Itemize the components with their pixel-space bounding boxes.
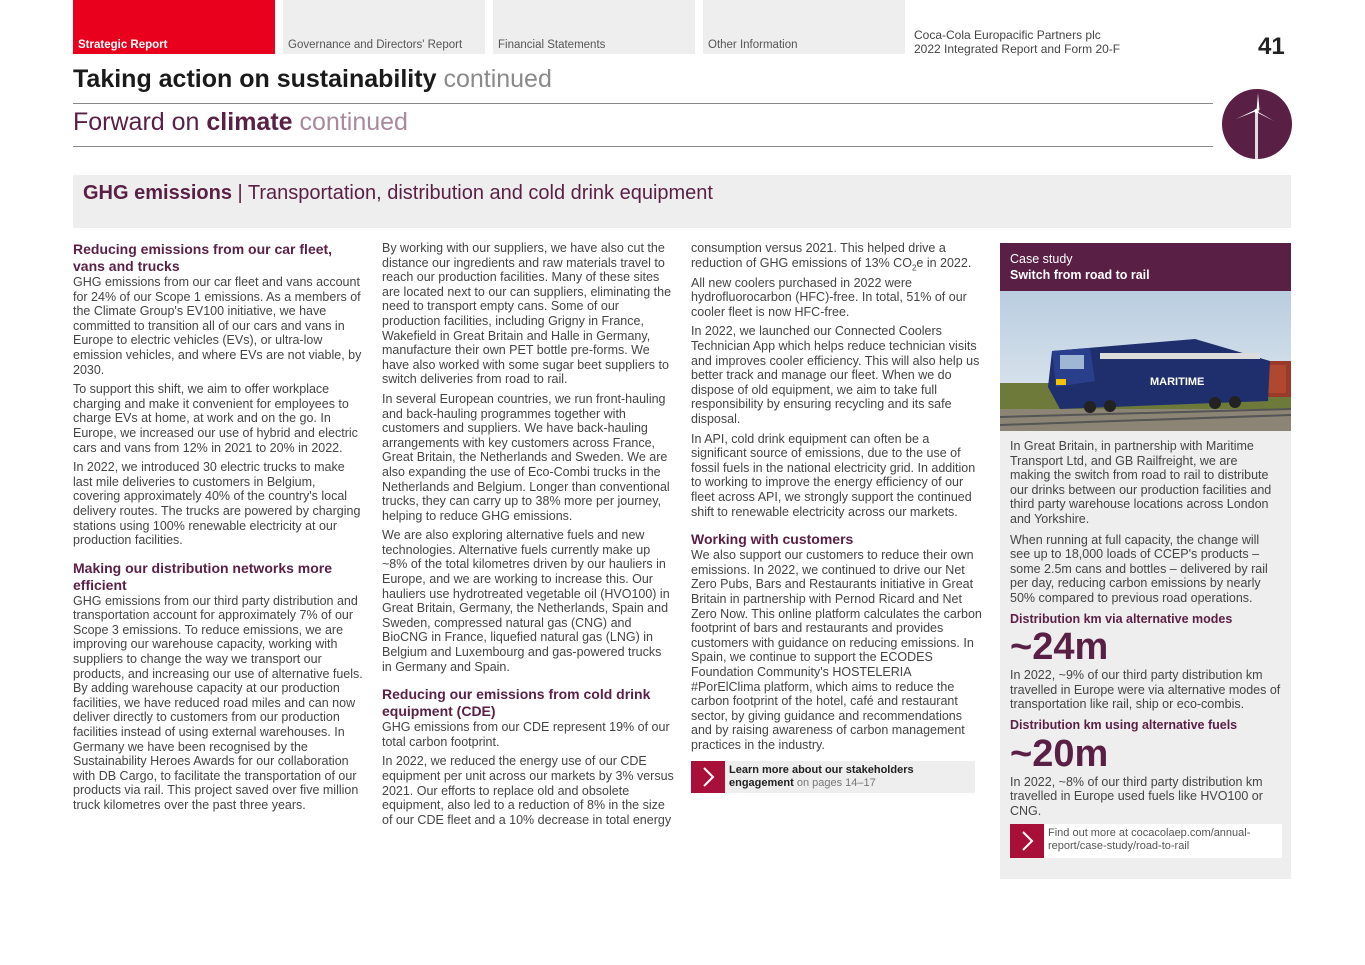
banner-separator: | xyxy=(231,182,248,204)
section-title-prefix: Forward on xyxy=(73,108,200,136)
paragraph xyxy=(691,241,983,319)
paragraph: In 2022, we reduced the energy use of our CDE equipment per unit across our markets by 3% versus 2021. Our efforts to replace old and obsolete equipment, also led to a reduction of 8% in the size of our CDE fleet and a 10% decrease in total energy xyxy=(382,754,674,827)
page-number: 41 xyxy=(1258,33,1285,60)
paragraph: GHG emissions from our car fleet and vans account for 24% of our Scope 1 emissions. As a members of the Climate Group's EV100 initiative, we have committed to transition all of our cars and vans in Europe to electric vehicles (EVs), or ultra-low emission vehicles, and where EVs are not viable, by 2030. xyxy=(73,275,362,377)
banner-bold: GHG emissions xyxy=(83,182,232,204)
section-title-suffix: continued xyxy=(299,108,408,136)
tab-label: Strategic Report xyxy=(78,39,168,51)
case-study-body xyxy=(1000,431,1291,866)
chevron-right-icon xyxy=(1010,824,1044,858)
learn-more-text xyxy=(729,764,975,790)
case-study-header xyxy=(1000,243,1291,291)
page-title xyxy=(73,65,552,94)
paragraph: To support this shift, we aim to offer workplace charging and make it convenient for employees to charge EVs at home, at work and on the go. In Europe, we increased our use of hybrid and electric cars and vans from 12% in 2021 to 20% in 2022. xyxy=(73,382,358,455)
heading-cold-drink-equipment: Reducing our emissions from cold drink equipment (CDE) xyxy=(382,686,651,720)
tab-strategic-report[interactable] xyxy=(73,0,275,54)
paragraph: We are also exploring alternative fuels and new technologies. Alternative fuels currently make up ~8% of the total kilometres driven by our hauliers in Europe, and we are working to increase this. Our hauliers use hydrotreated vegetable oil (HVO100) in Great Britain, Germany, the Netherlands, Spain and Sweden, compressed natural gas (CNG) and BioCNG in France, liquefied natural gas (LNG) in Belgium and Luxembourg and gas-powered trucks in Germany and Spain. xyxy=(382,528,670,674)
heading-working-with-customers: Working with customers xyxy=(691,531,854,548)
heading-distribution-networks: Making our distribution networks more efficient xyxy=(73,559,333,593)
banner-subtitle: Transportation, distribution and cold drink equipment xyxy=(247,182,713,204)
page-title-main: Taking action on sustainability xyxy=(73,65,437,93)
chevron-right-icon xyxy=(691,761,725,793)
paragraph: GHG emissions from our third party distribution and transportation account for approximately 7% of our Scope 3 emissions. To reduce emissions, we are improving our warehouse capacity, working with suppliers to change the way we transport our products, and increasing our use of alternative fuels. By adding warehouse capacity at our production facilities, we have reduced road miles and can now deliver directly to customers from our production facilities instead of using external warehouses. In Germany we have been recognised by the Sustainability Heroes Awards for our collaboration with DB Cargo, to facilitate the transportation of our products via rail. This project saved over five million truck kilometres over the past three years. xyxy=(73,593,363,812)
find-out-more-text: Find out more at cocacolaep.com/annual-report/case-study/road-to-rail xyxy=(1048,827,1251,853)
page-title-suffix: continued xyxy=(443,65,552,93)
column-2 xyxy=(382,241,674,832)
paragraph: In 2022, we introduced 30 electric trucks to make last mile deliveries to customers in Belgium, covering approximately 40% of the country's local delivery routes. The trucks are powered by charging stations using 100% renewable electricity at our production facilities. xyxy=(73,460,361,548)
section-nav xyxy=(73,0,913,54)
tab-financial-statements[interactable] xyxy=(493,0,695,54)
section-divider xyxy=(73,146,1213,147)
stat-description: In 2022, ~8% of our third party distribution km travelled in Europe used fuels like HVO100 or CNG. xyxy=(1010,774,1263,818)
tab-label: Governance and Directors' Report xyxy=(288,39,463,51)
learn-more-pages: on pages 14–17 xyxy=(796,776,876,789)
paragraph: In 2022, we launched our Connected Coolers Technician App which helps reduce technician visits and improves cooler efficiency. This will also help us better track and manage our fleet. When we do dispose of old equipment, we aim to take full responsibility by ensuring recycling and its safe disposal. xyxy=(691,324,980,427)
tab-governance[interactable] xyxy=(283,0,485,54)
stat-value-alternative-modes: ~24m xyxy=(1010,626,1109,669)
banner-heading xyxy=(83,182,713,205)
paragraph: In API, cold drink equipment can often be a significant source of emissions, due to the use of fossil fuels in the national electricity grid. In addition to working to improve the energy efficiency of our fleet across API, we strongly support the continued shift to renewable electricity across our markets. xyxy=(691,431,976,519)
text-run: consumption versus 2021. This helped drive a reduction of GHG emissions of 13% CO xyxy=(691,241,946,270)
stat-description: In 2022, ~9% of our third party distribution km travelled in Europe were via alternative modes of transportation like rail, ship or eco-combis. xyxy=(1010,668,1281,712)
stat-value-alternative-fuels: ~20m xyxy=(1010,732,1109,775)
text-run: e in 2022. All new coolers purchased in 2022 were hydrofluorocarbon (HFC)-free. In total, 51% of our cooler fleet is now HFC-free. xyxy=(691,255,972,319)
tab-label: Financial Statements xyxy=(498,39,606,51)
paragraph: In several European countries, we run front-hauling and back-hauling programmes together with customers and suppliers. We have back-hauling arrangements with key customers across France, Great Britain, the Netherlands and Sweden. We are also expanding the use of Eco-Combi trucks in the Netherlands and Belgium. Longer than conventional trucks, they can carry up to 38% more per journey, helping to reduce GHG emissions. xyxy=(382,391,670,523)
report-name: 2022 Integrated Report and Form 20-F xyxy=(914,42,1121,56)
document-info xyxy=(914,28,1120,56)
title-divider xyxy=(73,103,1213,104)
section-title xyxy=(73,108,408,137)
column-1 xyxy=(73,241,365,818)
learn-more-link[interactable] xyxy=(691,761,975,793)
learn-more-bold: Learn more about our stakeholders engagement xyxy=(729,763,914,789)
case-study-panel xyxy=(1000,243,1291,879)
find-out-more-link[interactable] xyxy=(1010,824,1282,858)
paragraph: By working with our suppliers, we have also cut the distance our ingredients and raw materials travel to reach our production facilities. Many of these sites are located next to our can suppliers, eliminating the need to transport empty cans. Some of our production facilities, including Grigny in France, Wakefield in Great Britain and Halle in Germany, manufacture their own PET bottle pre-forms. We have also worked with some sugar beet suppliers to switch deliveries from road to rail. xyxy=(382,241,672,387)
wind-turbine-icon xyxy=(1222,89,1292,159)
paragraph: GHG emissions from our CDE represent 19% of our total carbon footprint. xyxy=(382,720,670,749)
train-livery-text: MARITIME xyxy=(1150,376,1205,388)
stat-label-alternative-modes: Distribution km via alternative modes xyxy=(1010,611,1233,626)
case-study-title: Switch from road to rail xyxy=(1010,268,1150,282)
paragraph: We also support our customers to reduce their own emissions. In 2022, we continued to drive our Net Zero Pubs, Bars and Restaurants initiative in Great Britain in partnership with Pernod Ricard and Net Zero Now. This online platform calculates the carbon footprint of bars and restaurants and provides customers with guidance on reducing emissions. In Spain, we continue to support the ECODES Foundation Community's HOSTELERIA #PorElClima platform, which aims to reduce the carbon footprint of the hotel, café and restaurant sector, by giving guidance and recommendations and by raising awareness of carbon management practices in the industry. xyxy=(691,548,982,752)
heading-car-fleet: Reducing emissions from our car fleet, vans and trucks xyxy=(73,241,333,274)
train-photo xyxy=(1000,291,1291,431)
tab-other-information[interactable] xyxy=(703,0,905,54)
paragraph: In Great Britain, in partnership with Maritime Transport Ltd, and GB Railfreight, we are making the switch from road to rail to distribute our drinks between our production facilities and third party warehouse locations across London and Yorkshire. xyxy=(1010,439,1272,526)
paragraph: When running at full capacity, the change will see up to 18,000 loads of CCEP's products – some 2.5m cans and bottles – delivered by rail per day, reducing carbon emissions by nearly 50% compared to previous road operations. xyxy=(1010,532,1268,605)
company-name: Coca-Cola Europacific Partners plc xyxy=(914,28,1101,42)
subscript: 2 xyxy=(911,263,917,273)
column-3 xyxy=(691,241,983,793)
stat-label-alternative-fuels: Distribution km using alternative fuels xyxy=(1010,717,1238,732)
tab-label: Other Information xyxy=(708,39,798,51)
case-study-label: Case study xyxy=(1010,252,1073,266)
section-title-bold: climate xyxy=(206,108,293,136)
